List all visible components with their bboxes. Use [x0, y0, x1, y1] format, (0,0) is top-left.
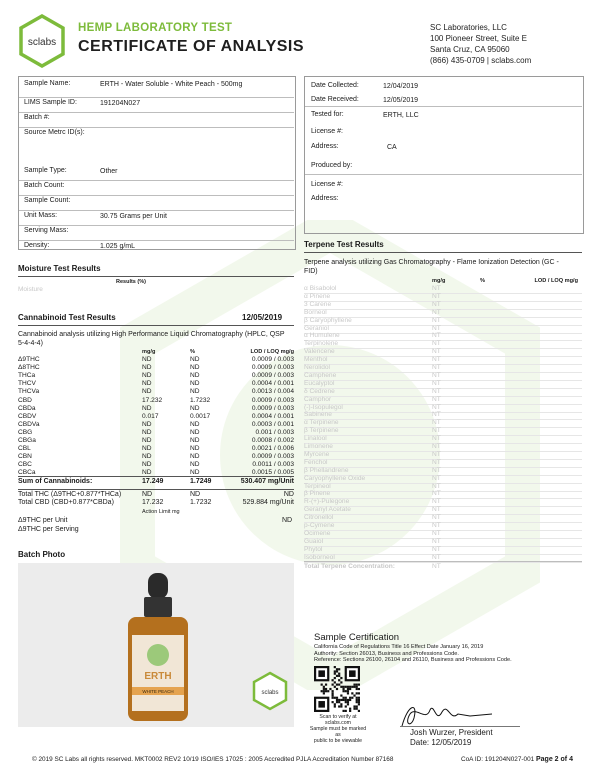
cannabinoid-row	[18, 397, 294, 405]
analyte-name: CBC	[18, 461, 32, 469]
terpene-table	[304, 278, 582, 568]
sum-row	[18, 478, 294, 488]
terp-col-lod-header: LOD / LOQ mg/g	[534, 278, 578, 284]
total-cbd-pct: 1.7232	[190, 499, 212, 506]
analyte-name: Δ9THC	[18, 356, 40, 363]
total-cbd-row	[18, 499, 294, 508]
cannabinoid-title: Cannabinoid Test Results	[18, 313, 116, 322]
terpene-name: Sabinene	[304, 411, 332, 419]
license-label: License #:	[311, 128, 343, 135]
terpene-name: Caryophyllene Oxide	[304, 474, 366, 482]
date-received-value: 12/05/2019	[383, 97, 419, 104]
sample-name-label: Sample Name:	[24, 80, 71, 87]
analyte-pct: ND	[190, 437, 200, 444]
metrc-label: Source Metrc ID(s):	[24, 129, 85, 136]
cert-line-1: California Code of Regulations Title 16 Effect Date January 16, 2019	[314, 644, 484, 650]
terpene-result: NT	[432, 522, 441, 529]
sum-unit: 530.407 mg/Unit	[240, 478, 294, 485]
date-received-label: Date Received:	[311, 96, 359, 103]
analyte-lod: 0.0009 / 0.003	[251, 453, 294, 461]
terpene-title: Terpene Test Results	[304, 240, 384, 249]
analyte-mg: ND	[142, 364, 152, 372]
signature-date: Date: 12/05/2019	[410, 738, 472, 747]
terpene-result: NT	[432, 450, 441, 458]
terpene-name: Valencene	[304, 348, 335, 356]
analyte-lod: 0.0004 / 0.001	[251, 380, 294, 388]
analyte-name: CBGa	[18, 437, 36, 444]
address-label: Address:	[311, 143, 339, 150]
cannabinoid-row	[18, 429, 294, 437]
analyte-pct: 0.0017	[190, 412, 211, 420]
terpene-result: NT	[432, 466, 441, 474]
terpene-result: NT	[432, 371, 441, 379]
certification-title: Sample Certification	[314, 632, 400, 643]
bottle-brand: ERTH	[144, 671, 172, 682]
cannabinoid-row	[18, 372, 294, 380]
terpene-name: Isoborneol	[304, 553, 335, 561]
total-cbd-unit: 529.884 mg/Unit	[242, 499, 294, 506]
qr-caption: Scan to verify at sclabs.com Sample must be marked as public to be viewable	[309, 714, 367, 744]
terpene-result: NT	[432, 553, 441, 561]
analyte-mg: ND	[142, 428, 152, 436]
lab-name: SC Laboratories, LLC	[430, 23, 507, 32]
total-thc-label: Total THC (Δ9THC+0.877*THCa)	[18, 491, 122, 498]
tested-for-value: ERTH, LLC	[383, 112, 419, 119]
terpene-name: Myrcene	[304, 450, 330, 458]
terpene-name: Camphene	[304, 371, 337, 379]
cert-line-3: Reference: Sections 26100, 26104 and 26110, Business and Professions Code.	[314, 657, 512, 664]
terpene-name: Camphor	[304, 395, 332, 403]
cannabinoid-row	[18, 453, 294, 461]
batch-photo	[18, 563, 294, 727]
tested-for-label: Tested for:	[311, 111, 344, 118]
analyte-mg: 17.232	[142, 396, 163, 404]
cannabinoid-row	[18, 413, 294, 421]
analyte-mg: ND	[142, 469, 152, 477]
signer-name: Josh Wurzer, President	[410, 728, 493, 737]
analyte-pct: 1.7232	[190, 396, 211, 404]
cannabinoid-row	[18, 364, 294, 372]
terpene-name: β Caryophyllene	[304, 316, 352, 324]
total-cbd-label: Total CBD (CBD+0.877*CBDa)	[18, 499, 114, 506]
analyte-pct: ND	[190, 388, 200, 396]
analyte-pct: ND	[190, 372, 200, 380]
terpene-name: Fenchol	[304, 458, 328, 466]
terpene-result: NT	[432, 395, 441, 403]
signer-block	[410, 728, 493, 748]
density-label: Density:	[24, 242, 50, 249]
analyte-name: CBG	[18, 428, 33, 436]
bottle-flavor: WHITE PEACH	[142, 689, 174, 694]
analyte-lod: 0.0009 / 0.003	[251, 364, 294, 372]
analyte-name: Δ8THC	[18, 364, 40, 372]
terpene-result: NT	[432, 514, 441, 522]
terpene-name: β Terpinene	[304, 427, 339, 435]
cannabinoid-row	[18, 461, 294, 469]
analyte-mg: ND	[142, 388, 152, 396]
lab-city: Santa Cruz, CA 95060	[430, 45, 510, 54]
terpene-result: NT	[432, 364, 441, 371]
terpene-name: α Bisabolol	[304, 285, 337, 292]
analyte-lod: 0.0013 / 0.004	[251, 388, 294, 396]
analyte-pct: ND	[190, 453, 200, 461]
analyte-pct: ND	[190, 420, 200, 428]
terpene-result: NT	[432, 482, 441, 490]
cannabinoid-row	[18, 405, 294, 413]
analyte-lod: 0.0008 / 0.002	[251, 437, 294, 444]
terpene-result: NT	[432, 332, 441, 340]
lims-id-value: 191204N027	[100, 100, 141, 107]
moisture-title: Moisture Test Results	[18, 264, 101, 273]
moisture-col-header: Results (%)	[116, 279, 146, 285]
analyte-mg: ND	[142, 437, 152, 444]
analyte-name: CBL	[18, 445, 31, 453]
analyte-name: CBDV	[18, 412, 37, 420]
terpene-result: NT	[432, 403, 441, 411]
per-unit-label: Δ9THC per Unit	[18, 517, 68, 524]
terpene-name: 3 Carene	[304, 300, 332, 308]
terpene-name: R-(+)-Pulegone	[304, 498, 350, 506]
terpene-result: NT	[432, 474, 441, 482]
terpene-name: β Phellandrene	[304, 466, 349, 474]
analyte-lod: 0.0021 / 0.006	[251, 445, 294, 453]
terpene-name: α Terpinene	[304, 419, 339, 427]
analyte-pct: ND	[190, 469, 200, 477]
sum-label: Sum of Cannabinoids:	[18, 478, 93, 485]
analyte-name: CBDa	[18, 404, 36, 412]
report-title: CERTIFICATE OF ANALYSIS	[78, 38, 305, 55]
terpene-result: NT	[432, 387, 441, 395]
terpene-name: Nerolidol	[304, 364, 331, 371]
terpene-result: NT	[432, 545, 441, 553]
report-subtitle: HEMP LABORATORY TEST	[78, 22, 233, 34]
terpene-name: Limonene	[304, 443, 333, 450]
moisture-row-label: Moisture	[18, 286, 43, 293]
terpene-result: NT	[432, 443, 441, 450]
analyte-lod: 0.0003 / 0.001	[251, 420, 294, 428]
analyte-lod: 0.001 / 0.003	[255, 428, 294, 436]
analyte-mg: ND	[142, 445, 152, 453]
cannabinoid-row	[18, 421, 294, 429]
terpene-result: NT	[432, 427, 441, 435]
analyte-lod: 0.0009 / 0.003	[251, 356, 294, 363]
col-lod-header: LOD / LOQ mg/g	[250, 349, 294, 355]
terpene-method: Terpene analysis utilizing Gas Chromatography - Flame Ionization Detection (GC - FID)	[304, 259, 559, 275]
terpene-name: Menthol	[304, 356, 328, 364]
analyte-name: CBDVa	[18, 420, 40, 428]
analyte-lod: 0.0015 / 0.005	[251, 469, 294, 477]
sum-pct: 1.7249	[190, 478, 212, 485]
serving-mass-label: Serving Mass:	[24, 227, 69, 234]
total-thc-unit: ND	[283, 491, 294, 498]
cannabinoid-row	[18, 445, 294, 453]
terpene-result: NT	[432, 316, 441, 324]
analyte-mg: ND	[142, 380, 152, 388]
cert-line-2: Authority: Section 26013, Business and Professions Code.	[314, 650, 459, 657]
terpene-name: δ Cedrene	[304, 387, 335, 395]
analyte-name: CBD	[18, 396, 32, 404]
terpene-name: Phytol	[304, 545, 323, 553]
cannabinoid-table	[18, 349, 294, 479]
terpene-result: NT	[432, 490, 441, 498]
terpene-name: Guaiol	[304, 537, 324, 545]
analyte-name: CBN	[18, 453, 32, 461]
analyte-lod: 0.0009 / 0.003	[251, 396, 294, 404]
analyte-name: THCa	[18, 372, 36, 380]
cannabinoid-row	[18, 388, 294, 396]
terpene-name: β Pinene	[304, 490, 331, 498]
per-serving-label: Δ9THC per Serving	[18, 526, 79, 533]
photo-logo-text: sclabs	[261, 690, 279, 696]
terpene-name: Ocimene	[304, 529, 331, 537]
terpene-result: NT	[432, 435, 441, 443]
logo-text: sclabs	[27, 37, 57, 48]
producer-address-label: Address:	[311, 195, 339, 202]
analyte-pct: ND	[190, 445, 200, 453]
terpene-total-label: Total Terpene Concentration:	[304, 563, 395, 570]
terpene-name: α Pinene	[304, 292, 331, 300]
total-cbd-mg: 17.232	[142, 499, 164, 506]
col-pct-header: %	[190, 349, 195, 355]
cannabinoid-row	[18, 437, 294, 445]
terpene-name: Geraniol	[304, 324, 329, 332]
action-limit-header: Action Limit mg	[142, 509, 180, 515]
cannabinoid-row	[18, 356, 294, 364]
total-thc-mg: ND	[142, 491, 153, 498]
batch-label: Batch #:	[24, 114, 50, 121]
address-value: CA	[387, 144, 397, 151]
analyte-mg: ND	[142, 420, 152, 428]
per-unit-value: ND	[282, 517, 293, 524]
terpene-result: NT	[432, 356, 441, 364]
unit-mass-label: Unit Mass:	[24, 212, 58, 219]
terpene-name: Geranyl Acetate	[304, 506, 351, 514]
cannabinoid-method: Cannabinoid analysis utilizing High Performance Liquid Chromatography (HPLC, QSP 5-4-4-4)	[18, 331, 285, 347]
unit-mass-value: 30.75 Grams per Unit	[100, 213, 167, 220]
terpene-result: NT	[432, 498, 441, 506]
coa-id: CoA ID: 191204N027-001	[461, 756, 535, 763]
terpene-result: NT	[432, 537, 441, 545]
total-thc-pct: ND	[190, 491, 201, 498]
analyte-lod: 0.0009 / 0.003	[251, 372, 294, 380]
analyte-mg: ND	[142, 453, 152, 461]
terpene-result: NT	[432, 419, 441, 427]
batch-count-label: Batch Count:	[24, 182, 65, 189]
terpene-result: NT	[432, 285, 441, 292]
producer-license-label: License #:	[311, 181, 343, 188]
sample-name-value: ERTH - Water Soluble - White Peach - 500mg	[100, 81, 243, 88]
density-value: 1.025 g/mL	[100, 243, 136, 250]
analyte-pct: ND	[190, 364, 200, 372]
analyte-mg: ND	[142, 404, 152, 412]
terpene-name: Borneol	[304, 308, 327, 316]
terpene-total-value: NT	[432, 563, 441, 570]
sclabs-logo	[18, 14, 66, 68]
page-number: Page 2 of 4	[536, 756, 573, 763]
terp-col-mg-header: mg/g	[432, 278, 446, 284]
footer-legal: © 2019 SC Labs all rights reserved. MKT0002 REV2 10/19 ISO/IES 17025 : 2005 Accredited PJLA Accreditation Number 87168	[32, 756, 394, 763]
terpene-result: NT	[432, 411, 441, 419]
cannabinoid-row	[18, 380, 294, 388]
terpene-name: α Humulene	[304, 332, 340, 340]
analyte-name: THCV	[18, 380, 36, 388]
lab-street: 100 Pioneer Street, Suite E	[430, 34, 527, 43]
analyte-pct: ND	[190, 404, 200, 412]
terpene-result: NT	[432, 300, 441, 308]
produced-by-label: Produced by:	[311, 162, 353, 169]
lab-address	[430, 22, 531, 66]
terpene-name: Terpineol	[304, 482, 331, 490]
terpene-name: Linalool	[304, 435, 327, 443]
analyte-mg: ND	[142, 461, 152, 469]
terpene-result: NT	[432, 379, 441, 387]
lab-contact: (866) 435-0709 | sclabs.com	[430, 56, 532, 65]
sample-type-label: Sample Type:	[24, 167, 67, 174]
batch-photo-title: Batch Photo	[18, 550, 66, 559]
terpene-result: NT	[432, 458, 441, 466]
analyte-pct: ND	[190, 461, 200, 469]
analyte-lod: 0.0004 / 0.001	[251, 412, 294, 420]
cannabinoid-date: 12/05/2019	[242, 313, 283, 322]
certification-lines	[314, 644, 512, 664]
analyte-mg: ND	[142, 372, 152, 380]
analyte-name: THCVa	[18, 388, 40, 396]
totals	[18, 491, 294, 511]
terp-col-pct-header: %	[480, 278, 485, 284]
analyte-name: CBCa	[18, 469, 36, 477]
sample-type-value: Other	[100, 168, 118, 175]
analyte-pct: ND	[190, 356, 200, 363]
sample-count-label: Sample Count:	[24, 197, 71, 204]
terpene-result: NT	[432, 340, 441, 348]
analyte-pct: ND	[190, 380, 200, 388]
terpene-name: p-Cymene	[304, 522, 335, 529]
analyte-lod: 0.0009 / 0.003	[251, 404, 294, 412]
terpene-name: Terpinolene	[304, 340, 339, 348]
analyte-mg: 0.017	[142, 412, 159, 420]
terpene-name: Citronellol	[304, 514, 334, 522]
terpene-name: (-)-Isopulegol	[304, 403, 343, 411]
terpene-name: Eucalyptol	[304, 379, 335, 387]
verification-qr-code[interactable]	[314, 666, 360, 712]
col-mg-header: mg/g	[142, 349, 156, 355]
terpene-result: NT	[432, 529, 441, 537]
lims-id-label: LIMS Sample ID:	[24, 99, 77, 106]
terpene-result: NT	[432, 324, 441, 332]
sum-mg: 17.249	[142, 478, 164, 485]
terpene-result: NT	[432, 506, 441, 514]
date-collected-label: Date Collected:	[311, 82, 359, 89]
terpene-result: NT	[432, 308, 441, 316]
analyte-mg: ND	[142, 356, 152, 363]
analyte-pct: ND	[190, 428, 200, 436]
analyte-lod: 0.0011 / 0.003	[252, 461, 294, 469]
date-collected-value: 12/04/2019	[383, 83, 419, 90]
terpene-result: NT	[432, 292, 441, 300]
terpene-result: NT	[432, 348, 441, 356]
